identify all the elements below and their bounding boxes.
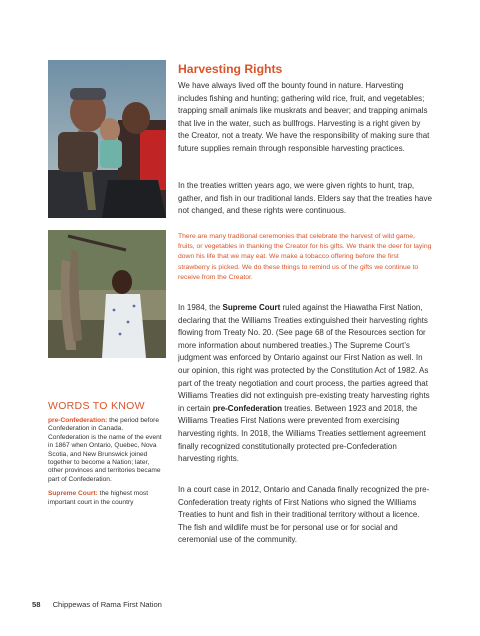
- woman-with-fish-photo: [48, 230, 166, 358]
- page-number: 58: [32, 600, 41, 609]
- section-title: Harvesting Rights: [178, 62, 283, 76]
- paragraph-treaties: In the treaties written years ago, we were given rights to hunt, trap, gather, and fish in our traditional lands. Elders say that the treaties have not changed, and these rights were continuous.: [178, 181, 432, 216]
- glossary-entry: pre-Confederation: the period before Confederation in Canada. Confederation is the name of the event in 1867 when Ontario, Quebec, Nova Scotia, and New Brunswick joined together to become a Nation; later, other provinces and territories became part of Confederation.: [48, 417, 162, 483]
- paragraph-supreme-court: In 1984, the Supreme Court ruled against the Hiawatha First Nation, declaring that the Williams Treaties extinguished their harvesting rights flowing from Treaty No. 20. (See page 68 of the Resources section for more information about numbered treaties.) The Supreme Court’s judgment was enforced by Ontario against our First Nation as well. In our opinion, this right was protected by the Constitution Act of 1982. As part of the treaty negotiation and court process, the parties agreed that Williams Treaties did not extinguish pre-existing treaty harvesting rights in certain pre-Confederation treaties. Between 1923 and 2018, the Williams Treaties First Nations were prevented from exercising harvesting rights. In 2018, the Williams Treaties settlement agreement finally recognized constitutionally protected pre-Confederation harvesting rights.: [178, 303, 430, 464]
- glossary-entry: Supreme Court: the highest most important court in the country: [48, 490, 149, 506]
- ceremony-note: There are many traditional ceremonies that celebrate the harvest of wild game, fruits, or vegetables in thanking the Creator for his gifts. We thank the deer for laying down his life that we may eat. We make a tobacco offering before the first strawberry is picked. We do these things to remind us of the gifts we continue to receive from the Creator.: [178, 233, 432, 281]
- page-footer: [32, 600, 162, 609]
- paragraph-harvesting: We have always lived off the bounty found in nature. Harvesting includes fishing and hunting; gathering wild rice, fruit, and vegetables; trapping small animals like muskrats and beaver; and trapping animals that live in the water, such as bullfrogs. Harvesting is a right given by the Creator, not a treaty. We have the responsibility of making sure that future supplies remain through responsible harvesting practices.: [178, 81, 430, 153]
- words-to-know-title: WORDS TO KNOW: [48, 400, 145, 412]
- publication-name: Chippewas of Rama First Nation: [52, 600, 162, 609]
- paragraph-court-case-2012: In a court case in 2012, Ontario and Canada finally recognized the pre-Confederation treaty rights of First Nations who signed the Williams Treaties to hunt and fish in their traditional territory without a licence. The fish and wildlife must be for personal use or for social and ceremonial use of the community.: [178, 485, 430, 545]
- supreme-court-term: Supreme Court: [222, 303, 281, 312]
- pre-confederation-term: pre-Confederation: [212, 403, 283, 413]
- family-fish-photo: [48, 60, 166, 218]
- words-to-know-box: [48, 400, 162, 513]
